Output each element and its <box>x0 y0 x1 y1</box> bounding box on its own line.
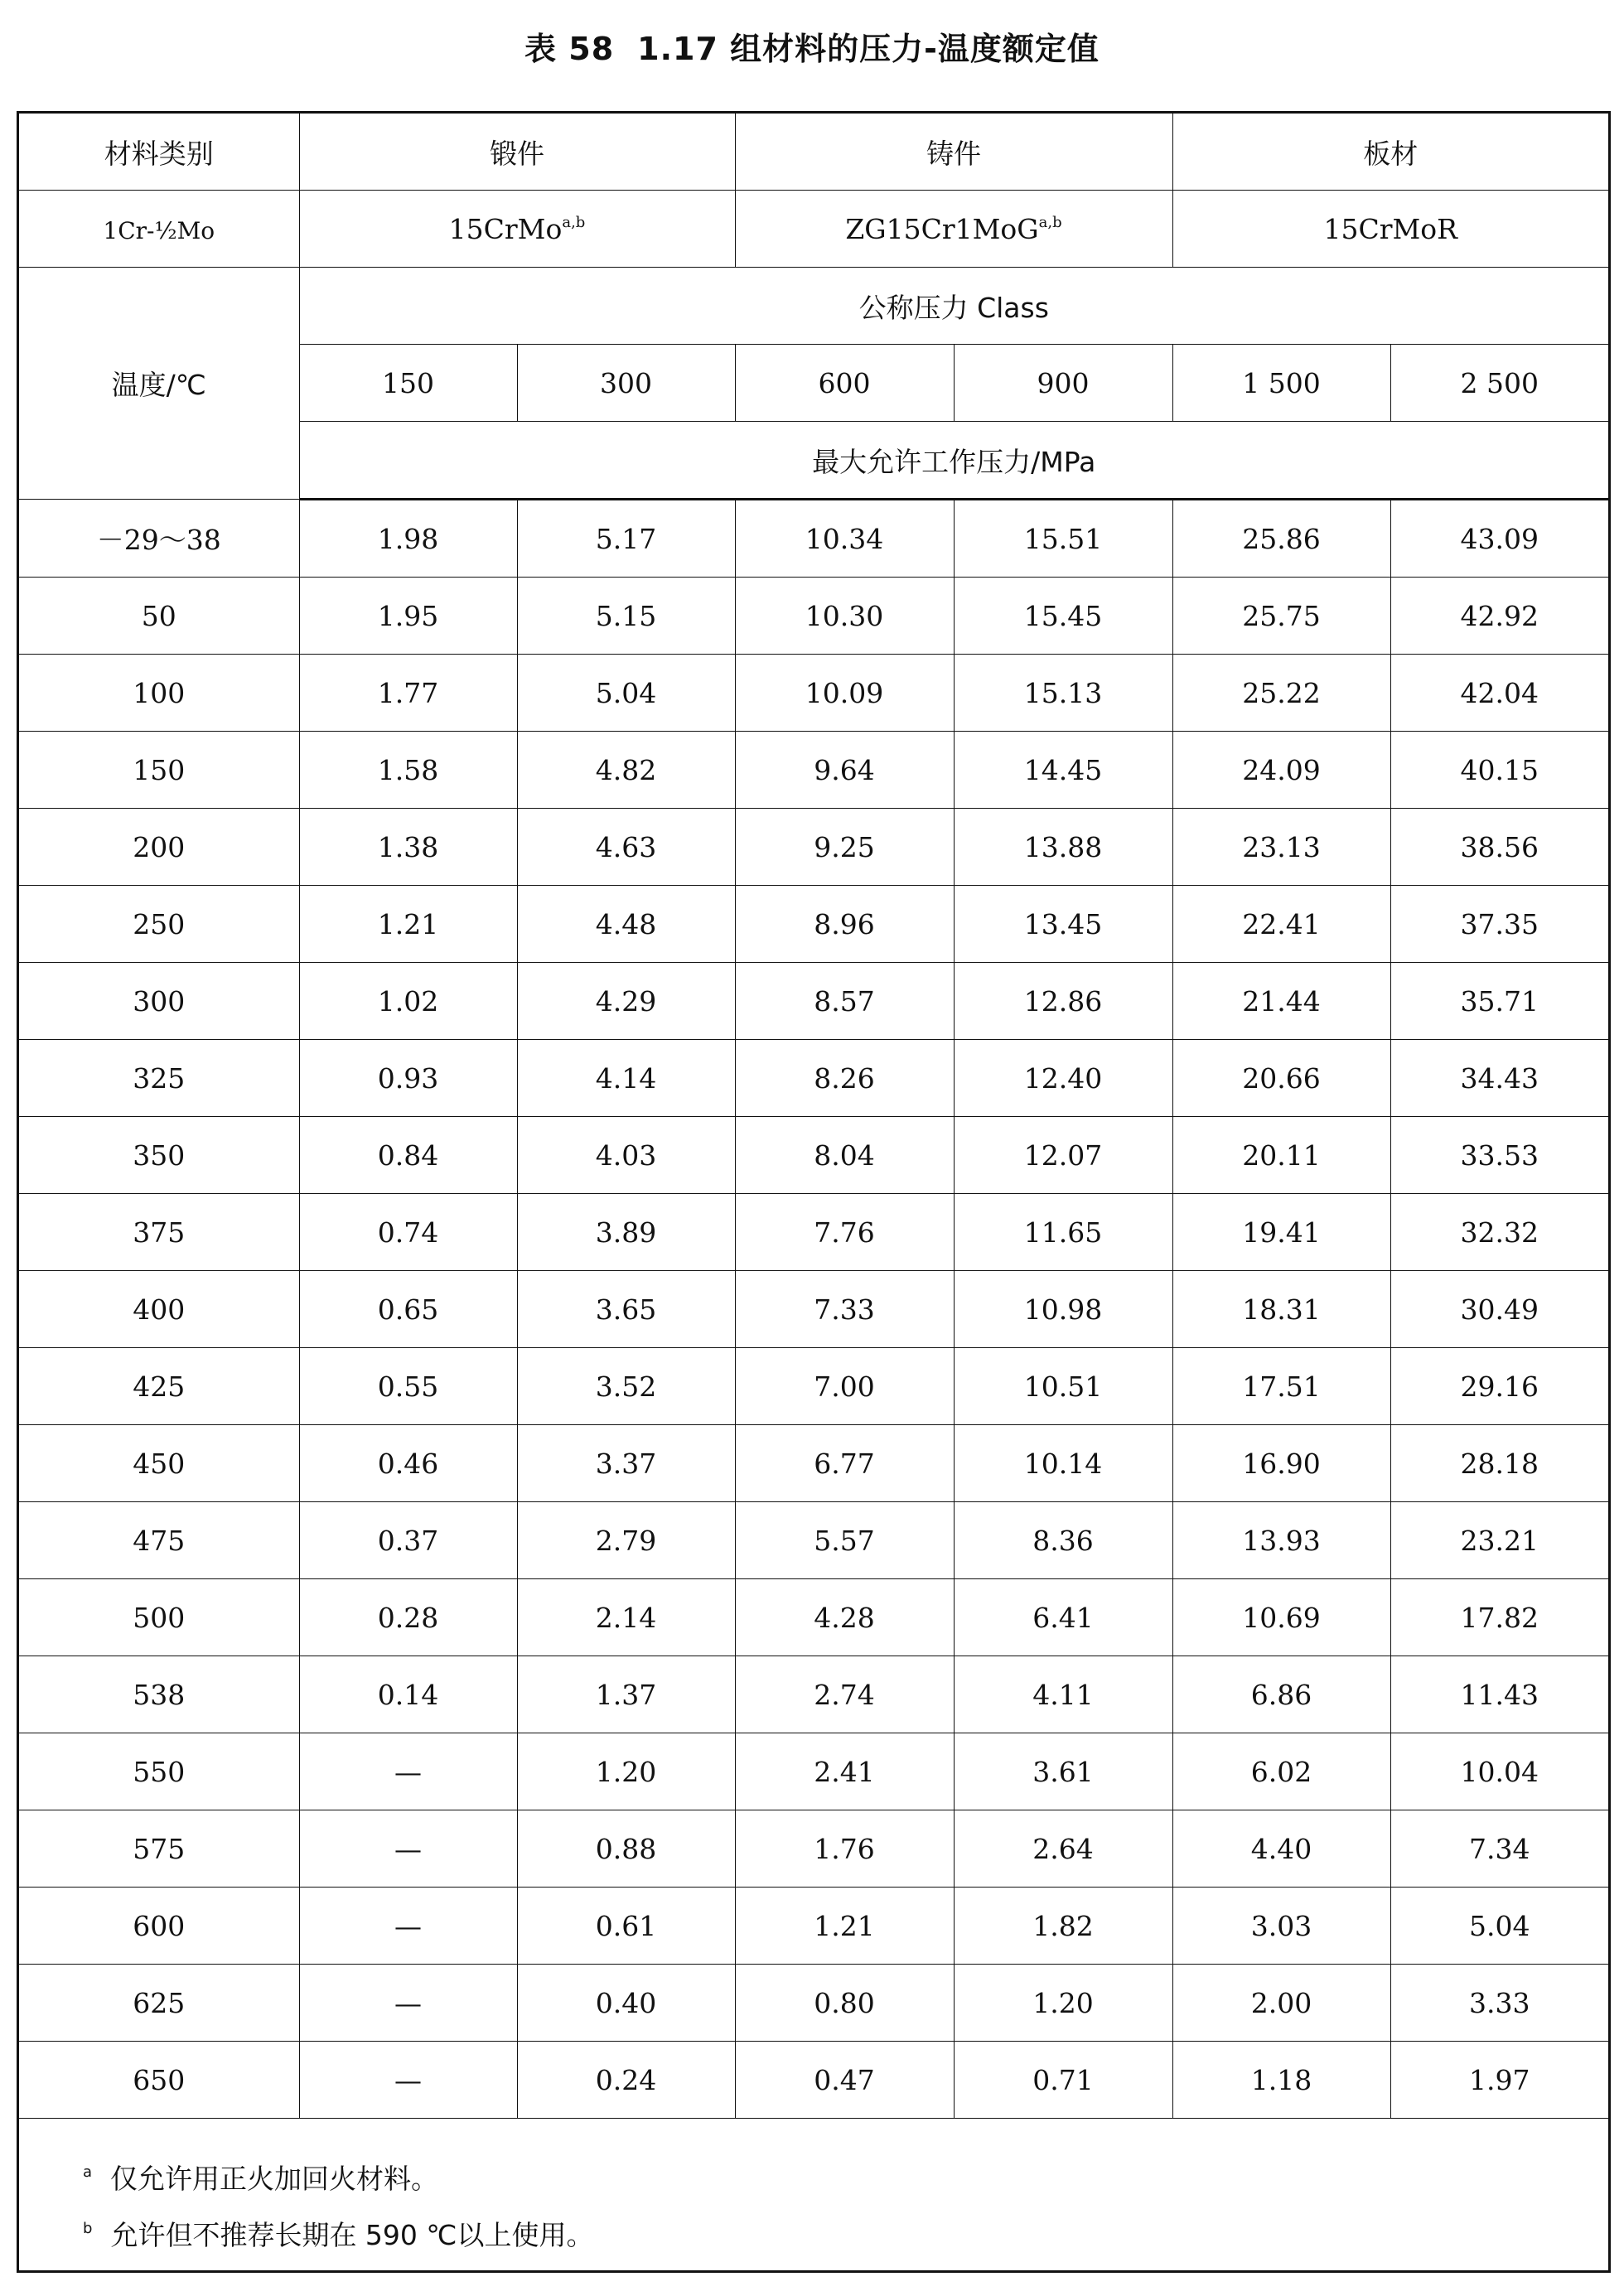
pressure-cell: 2.41 <box>735 1733 954 1810</box>
pressure-cell: 2.64 <box>954 1810 1172 1888</box>
pressure-cell: 1.82 <box>954 1888 1172 1965</box>
footnote-a <box>83 2148 593 2204</box>
pressure-cell: 10.98 <box>954 1271 1172 1348</box>
pressure-cell: 1.21 <box>735 1888 954 1965</box>
pressure-cell: 32.32 <box>1390 1194 1608 1271</box>
pressure-cell: 7.00 <box>735 1348 954 1425</box>
pressure-cell: 25.75 <box>1172 578 1390 655</box>
table-row <box>19 1579 1608 1656</box>
pressure-cell: 8.26 <box>735 1040 954 1117</box>
table-row <box>19 1656 1608 1733</box>
table-body <box>19 500 1608 2119</box>
pressure-cell: 8.36 <box>954 1502 1172 1579</box>
table-row <box>19 500 1608 578</box>
pressure-cell: 6.41 <box>954 1579 1172 1656</box>
class-2500: 2 500 <box>1390 345 1608 422</box>
temperature-cell: 100 <box>19 655 299 732</box>
pressure-cell: 1.76 <box>735 1810 954 1888</box>
pressure-cell: 0.93 <box>299 1040 517 1117</box>
pressure-cell: 8.96 <box>735 886 954 963</box>
temperature-cell: 325 <box>19 1040 299 1117</box>
pressure-cell: 1.37 <box>517 1656 735 1733</box>
temperature-cell: 150 <box>19 732 299 809</box>
pressure-cell: 13.88 <box>954 809 1172 886</box>
pressure-cell: 14.45 <box>954 732 1172 809</box>
pressure-cell: 22.41 <box>1172 886 1390 963</box>
pressure-cell: 1.95 <box>299 578 517 655</box>
temperature-header: 温度/℃ <box>19 268 299 500</box>
max-pressure-header: 最大允许工作压力/MPa <box>299 422 1608 500</box>
table-row <box>19 1888 1608 1965</box>
pressure-cell: 5.04 <box>1390 1888 1608 1965</box>
pressure-cell: 4.48 <box>517 886 735 963</box>
pressure-cell: 10.09 <box>735 655 954 732</box>
pressure-cell: 16.90 <box>1172 1425 1390 1502</box>
pressure-cell: 3.89 <box>517 1194 735 1271</box>
footnote-mark: a <box>83 2163 93 2181</box>
forging-material-cell <box>299 191 735 268</box>
pressure-cell: 0.61 <box>517 1888 735 1965</box>
pressure-cell: 4.40 <box>1172 1810 1390 1888</box>
table-row <box>19 578 1608 655</box>
table-row <box>19 2042 1608 2119</box>
pressure-cell: — <box>299 1810 517 1888</box>
pressure-cell: 37.35 <box>1390 886 1608 963</box>
pressure-cell: 6.77 <box>735 1425 954 1502</box>
footnote-b <box>83 2204 593 2260</box>
pressure-cell: 20.11 <box>1172 1117 1390 1194</box>
table-row <box>19 1810 1608 1888</box>
pressure-cell: 2.00 <box>1172 1965 1390 2042</box>
pressure-cell: 0.46 <box>299 1425 517 1502</box>
pressure-cell: 12.86 <box>954 963 1172 1040</box>
pressure-temperature-table <box>17 111 1611 2273</box>
table-row <box>19 1425 1608 1502</box>
class-300: 300 <box>517 345 735 422</box>
temperature-cell: 500 <box>19 1579 299 1656</box>
pressure-cell: 3.52 <box>517 1348 735 1425</box>
pressure-cell: 0.28 <box>299 1579 517 1656</box>
pressure-cell: 5.04 <box>517 655 735 732</box>
footnotes <box>83 2148 593 2260</box>
rating-table <box>19 114 1608 2119</box>
pressure-cell: — <box>299 1888 517 1965</box>
pressure-cell: 20.66 <box>1172 1040 1390 1117</box>
table-row <box>19 1733 1608 1810</box>
table-row <box>19 963 1608 1040</box>
temperature-cell: 375 <box>19 1194 299 1271</box>
pressure-cell: 3.03 <box>1172 1888 1390 1965</box>
plate-material: 15CrMoR <box>1172 191 1608 268</box>
forging-material: 15CrMo <box>448 212 563 245</box>
table-row <box>19 1965 1608 2042</box>
pressure-cell: 3.37 <box>517 1425 735 1502</box>
pressure-cell: 38.56 <box>1390 809 1608 886</box>
temperature-cell: 550 <box>19 1733 299 1810</box>
pressure-cell: 15.51 <box>954 500 1172 578</box>
pressure-cell: 10.51 <box>954 1348 1172 1425</box>
temperature-cell: 400 <box>19 1271 299 1348</box>
pressure-cell: 17.82 <box>1390 1579 1608 1656</box>
pressure-cell: 10.30 <box>735 578 954 655</box>
temperature-cell: 575 <box>19 1810 299 1888</box>
pressure-cell: 9.64 <box>735 732 954 809</box>
material-group-cell <box>19 191 299 268</box>
casting-footnote-ref: a,b <box>1038 213 1062 231</box>
table-row <box>19 1348 1608 1425</box>
pressure-class-header: 公称压力 Class <box>299 268 1608 345</box>
pressure-cell: 0.24 <box>517 2042 735 2119</box>
pressure-cell: 28.18 <box>1390 1425 1608 1502</box>
header-row-category <box>19 114 1608 191</box>
pressure-cell: 21.44 <box>1172 963 1390 1040</box>
pressure-cell: 0.40 <box>517 1965 735 2042</box>
pressure-cell: — <box>299 1733 517 1810</box>
pressure-cell: 4.82 <box>517 732 735 809</box>
pressure-cell: 24.09 <box>1172 732 1390 809</box>
pressure-cell: 4.28 <box>735 1579 954 1656</box>
temperature-cell: 300 <box>19 963 299 1040</box>
pressure-cell: 15.13 <box>954 655 1172 732</box>
temperature-cell: 600 <box>19 1888 299 1965</box>
pressure-cell: 1.38 <box>299 809 517 886</box>
pressure-cell: 13.45 <box>954 886 1172 963</box>
pressure-cell: 0.71 <box>954 2042 1172 2119</box>
pressure-cell: 0.65 <box>299 1271 517 1348</box>
temperature-cell: －29～38 <box>19 500 299 578</box>
class-1500: 1 500 <box>1172 345 1390 422</box>
pressure-cell: 5.17 <box>517 500 735 578</box>
pressure-cell: 0.37 <box>299 1502 517 1579</box>
pressure-cell: 18.31 <box>1172 1271 1390 1348</box>
table-row <box>19 1271 1608 1348</box>
pressure-cell: 0.74 <box>299 1194 517 1271</box>
material-category-header: 材料类别 <box>19 114 299 191</box>
table-row <box>19 1502 1608 1579</box>
pressure-cell: 4.29 <box>517 963 735 1040</box>
table-row <box>19 809 1608 886</box>
material-group: 1Cr-½Mo <box>103 216 215 244</box>
table-row <box>19 655 1608 732</box>
pressure-cell: 4.14 <box>517 1040 735 1117</box>
pressure-cell: 11.43 <box>1390 1656 1608 1733</box>
table-number: 表 58 <box>524 31 615 67</box>
pressure-cell: 7.33 <box>735 1271 954 1348</box>
pressure-cell: 8.57 <box>735 963 954 1040</box>
pressure-cell: 40.15 <box>1390 732 1608 809</box>
class-900: 900 <box>954 345 1172 422</box>
pressure-cell: 0.88 <box>517 1810 735 1888</box>
temperature-cell: 250 <box>19 886 299 963</box>
pressure-cell: 10.14 <box>954 1425 1172 1502</box>
forging-footnote-ref: a,b <box>562 213 586 231</box>
pressure-cell: 4.03 <box>517 1117 735 1194</box>
pressure-cell: 1.18 <box>1172 2042 1390 2119</box>
pressure-cell: 3.65 <box>517 1271 735 1348</box>
pressure-cell: 7.76 <box>735 1194 954 1271</box>
table-row <box>19 732 1608 809</box>
pressure-cell: 12.07 <box>954 1117 1172 1194</box>
pressure-cell: 1.97 <box>1390 2042 1608 2119</box>
pressure-cell: 0.84 <box>299 1117 517 1194</box>
casting-material-cell <box>735 191 1172 268</box>
pressure-cell: 42.04 <box>1390 655 1608 732</box>
pressure-cell: 0.55 <box>299 1348 517 1425</box>
pressure-cell: 42.92 <box>1390 578 1608 655</box>
pressure-cell: 2.14 <box>517 1579 735 1656</box>
table-caption: 1.17 组材料的压力-温度额定值 <box>637 31 1100 67</box>
temperature-cell: 650 <box>19 2042 299 2119</box>
pressure-cell: 6.02 <box>1172 1733 1390 1810</box>
pressure-cell: 33.53 <box>1390 1117 1608 1194</box>
pressure-cell: 2.79 <box>517 1502 735 1579</box>
table-row <box>19 1040 1608 1117</box>
pressure-cell: 35.71 <box>1390 963 1608 1040</box>
pressure-cell: 0.47 <box>735 2042 954 2119</box>
pressure-cell: 15.45 <box>954 578 1172 655</box>
pressure-cell: — <box>299 2042 517 2119</box>
footnote-text: 允许但不推荐长期在 590 ℃以上使用。 <box>110 2219 594 2251</box>
pressure-cell: 7.34 <box>1390 1810 1608 1888</box>
pressure-cell: 1.77 <box>299 655 517 732</box>
temperature-cell: 50 <box>19 578 299 655</box>
pressure-cell: 34.43 <box>1390 1040 1608 1117</box>
pressure-cell: 10.69 <box>1172 1579 1390 1656</box>
temperature-cell: 425 <box>19 1348 299 1425</box>
pressure-cell: 29.16 <box>1390 1348 1608 1425</box>
header-row-class-label <box>19 268 1608 345</box>
header-row-materials <box>19 191 1608 268</box>
pressure-cell: 6.86 <box>1172 1656 1390 1733</box>
pressure-cell: 10.34 <box>735 500 954 578</box>
plates-header: 板材 <box>1172 114 1608 191</box>
pressure-cell: 1.98 <box>299 500 517 578</box>
pressure-cell: 17.51 <box>1172 1348 1390 1425</box>
temperature-cell: 475 <box>19 1502 299 1579</box>
class-150: 150 <box>299 345 517 422</box>
table-row <box>19 886 1608 963</box>
pressure-cell: 30.49 <box>1390 1271 1608 1348</box>
pressure-cell: 1.20 <box>517 1733 735 1810</box>
pressure-cell: 23.21 <box>1390 1502 1608 1579</box>
pressure-cell: 13.93 <box>1172 1502 1390 1579</box>
pressure-cell: 25.22 <box>1172 655 1390 732</box>
pressure-cell: 1.20 <box>954 1965 1172 2042</box>
table-row <box>19 1194 1608 1271</box>
pressure-cell: — <box>299 1965 517 2042</box>
pressure-cell: 3.61 <box>954 1733 1172 1810</box>
temperature-cell: 350 <box>19 1117 299 1194</box>
pressure-cell: 25.86 <box>1172 500 1390 578</box>
temperature-cell: 625 <box>19 1965 299 2042</box>
pressure-cell: 5.15 <box>517 578 735 655</box>
castings-header: 铸件 <box>735 114 1172 191</box>
pressure-cell: 5.57 <box>735 1502 954 1579</box>
temperature-cell: 538 <box>19 1656 299 1733</box>
casting-material: ZG15Cr1MoG <box>845 212 1039 245</box>
pressure-cell: 19.41 <box>1172 1194 1390 1271</box>
pressure-cell: 10.04 <box>1390 1733 1608 1810</box>
pressure-cell: 3.33 <box>1390 1965 1608 2042</box>
pressure-cell: 0.80 <box>735 1965 954 2042</box>
pressure-cell: 23.13 <box>1172 809 1390 886</box>
table-title <box>0 23 1624 69</box>
temperature-cell: 200 <box>19 809 299 886</box>
footnote-text: 仅允许用正火加回火材料。 <box>110 2163 439 2195</box>
pressure-cell: 4.63 <box>517 809 735 886</box>
footnote-mark: b <box>83 2220 93 2237</box>
pressure-cell: 11.65 <box>954 1194 1172 1271</box>
class-600: 600 <box>735 345 954 422</box>
pressure-cell: 1.02 <box>299 963 517 1040</box>
pressure-cell: 9.25 <box>735 809 954 886</box>
temperature-cell: 450 <box>19 1425 299 1502</box>
table-row <box>19 1117 1608 1194</box>
pressure-cell: 43.09 <box>1390 500 1608 578</box>
pressure-cell: 8.04 <box>735 1117 954 1194</box>
forgings-header: 锻件 <box>299 114 735 191</box>
pressure-cell: 4.11 <box>954 1656 1172 1733</box>
pressure-cell: 1.58 <box>299 732 517 809</box>
pressure-cell: 12.40 <box>954 1040 1172 1117</box>
pressure-cell: 0.14 <box>299 1656 517 1733</box>
pressure-cell: 2.74 <box>735 1656 954 1733</box>
pressure-cell: 1.21 <box>299 886 517 963</box>
